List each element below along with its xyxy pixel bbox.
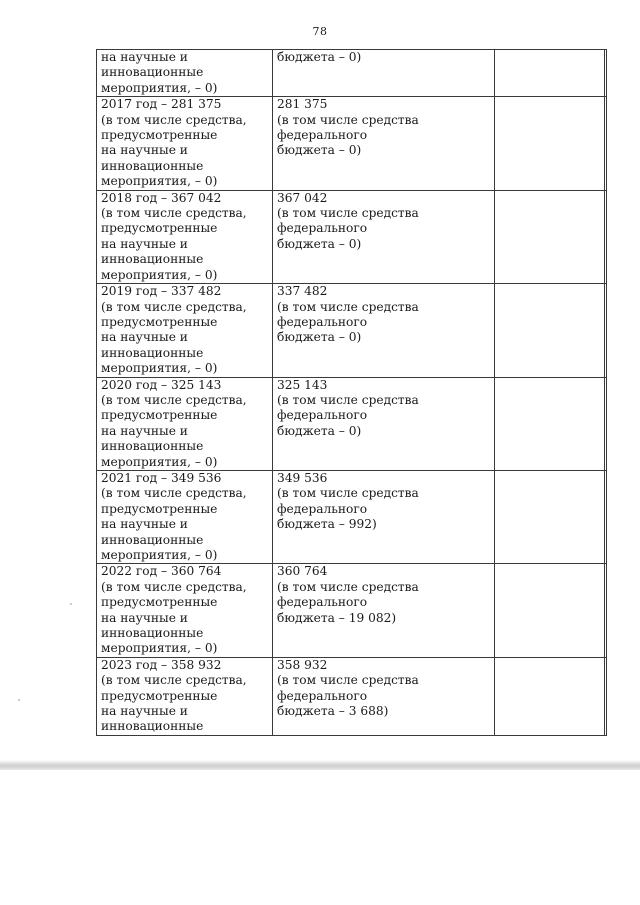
- budget-source-cell: [273, 190, 495, 283]
- table-row: [97, 50, 607, 97]
- scan-edge-shadow: [0, 760, 640, 770]
- cell-text-line: инновационные: [101, 626, 204, 641]
- cell-text-line: 2019 год – 337 482: [101, 284, 222, 299]
- empty-cell: [495, 377, 605, 470]
- cell-text-line: предусмотренные: [101, 688, 218, 703]
- cell-text-line: (в том числе средства,: [101, 206, 247, 221]
- cell-text-line: бюджета – 0): [277, 236, 362, 251]
- cell-text-line: 2020 год – 325 143: [101, 377, 222, 392]
- cell-text-line: (в том числе средства,: [101, 392, 247, 407]
- budget-source-cell: [273, 657, 495, 735]
- cell-text-line: (в том числе средства,: [101, 112, 247, 127]
- cell-text-line: бюджета – 0): [277, 143, 362, 158]
- cell-text-line: бюджета – 0): [277, 423, 362, 438]
- cell-text-line: мероприятия, – 0): [101, 80, 218, 95]
- cell-text-line: мероприятия, – 0): [101, 641, 218, 656]
- empty-cell: [495, 470, 605, 563]
- table-row: [97, 470, 607, 563]
- cell-text-line: бюджета – 0): [277, 330, 362, 345]
- cell-text-line: предусмотренные: [101, 595, 218, 610]
- cell-text-line: предусмотренные: [101, 314, 218, 329]
- cell-text-line: федерального: [277, 221, 368, 236]
- table-row: [97, 377, 607, 470]
- empty-cell: [605, 377, 607, 470]
- cell-text-line: мероприятия, – 0): [101, 548, 218, 562]
- cell-text-line: 349 536: [277, 470, 328, 485]
- scan-dust: [18, 699, 20, 701]
- empty-cell: [495, 50, 605, 97]
- cell-text-line: инновационные: [101, 345, 204, 360]
- cell-text-line: предусмотренные: [101, 128, 218, 143]
- cell-text-line: мероприятия, – 0): [101, 174, 218, 189]
- cell-text-line: на научные и: [101, 704, 188, 719]
- cell-text-line: федерального: [277, 314, 368, 329]
- cell-text-line: 358 932: [277, 657, 328, 672]
- cell-text-line: мероприятия, – 0): [101, 454, 218, 469]
- cell-text-line: инновационные: [101, 65, 204, 80]
- cell-text-line: (в том числе средства,: [101, 673, 247, 688]
- empty-cell: [495, 284, 605, 377]
- cell-text-line: федерального: [277, 408, 368, 423]
- cell-text-line: (в том числе средства,: [101, 299, 247, 314]
- cell-text-line: 367 042: [277, 190, 328, 205]
- cell-text-line: (в том числе средства: [277, 486, 419, 501]
- total-funding-cell: [97, 377, 273, 470]
- empty-cell: [495, 657, 605, 735]
- scan-dust: [70, 603, 72, 605]
- table-row: [97, 564, 607, 657]
- cell-text-line: на научные и: [101, 50, 188, 64]
- cell-text-line: инновационные: [101, 252, 204, 267]
- table-row: [97, 190, 607, 283]
- cell-text-line: бюджета – 19 082): [277, 610, 397, 625]
- empty-cell: [495, 97, 605, 190]
- cell-text-line: (в том числе средства: [277, 112, 419, 127]
- cell-text-line: 2017 год – 281 375: [101, 97, 222, 112]
- cell-text-line: 2022 год – 360 764: [101, 564, 222, 579]
- cell-text-line: предусмотренные: [101, 501, 218, 516]
- budget-source-cell: [273, 564, 495, 657]
- cell-text-line: на научные и: [101, 236, 188, 251]
- cell-text-line: (в том числе средства: [277, 673, 419, 688]
- cell-text-line: на научные и: [101, 610, 188, 625]
- total-funding-cell: [97, 97, 273, 190]
- total-funding-cell: [97, 564, 273, 657]
- cell-text-line: (в том числе средства,: [101, 579, 247, 594]
- cell-text-line: 281 375: [277, 97, 328, 112]
- empty-cell: [605, 470, 607, 563]
- cell-text-line: мероприятия, – 0): [101, 267, 218, 282]
- total-funding-cell: [97, 190, 273, 283]
- cell-text-line: на научные и: [101, 143, 188, 158]
- cell-text-line: на научные и: [101, 517, 188, 532]
- page-number: 78: [312, 25, 328, 38]
- cell-text-line: на научные и: [101, 423, 188, 438]
- cell-text-line: федерального: [277, 595, 368, 610]
- cell-text-line: (в том числе средства: [277, 206, 419, 221]
- cell-text-line: на научные и: [101, 330, 188, 345]
- cell-text-line: 2021 год – 349 536: [101, 470, 222, 485]
- budget-table-body: [97, 50, 607, 736]
- total-funding-cell: [97, 50, 273, 97]
- cell-text-line: 2023 год – 358 932: [101, 657, 222, 672]
- table-row: [97, 97, 607, 190]
- cell-text-line: предусмотренные: [101, 221, 218, 236]
- cell-text-line: (в том числе средства: [277, 579, 419, 594]
- cell-text-line: (в том числе средства: [277, 392, 419, 407]
- cell-text-line: 360 764: [277, 564, 328, 579]
- budget-source-cell: [273, 50, 495, 97]
- cell-text-line: федерального: [277, 128, 368, 143]
- empty-cell: [605, 97, 607, 190]
- total-funding-cell: [97, 470, 273, 563]
- cell-text-line: инновационные: [101, 532, 204, 547]
- cell-text-line: мероприятия, – 0): [101, 361, 218, 376]
- cell-text-line: 325 143: [277, 377, 328, 392]
- cell-text-line: 337 482: [277, 284, 328, 299]
- empty-cell: [605, 284, 607, 377]
- empty-cell: [495, 564, 605, 657]
- budget-source-cell: [273, 284, 495, 377]
- empty-cell: [605, 50, 607, 97]
- budget-table: [96, 49, 607, 736]
- table-row: [97, 657, 607, 735]
- cell-text-line: предусмотренные: [101, 408, 218, 423]
- cell-text-line: бюджета – 3 688): [277, 704, 389, 719]
- budget-source-cell: [273, 470, 495, 563]
- cell-text-line: (в том числе средства: [277, 299, 419, 314]
- empty-cell: [495, 190, 605, 283]
- cell-text-line: федерального: [277, 688, 368, 703]
- cell-text-line: инновационные: [101, 719, 204, 734]
- budget-source-cell: [273, 377, 495, 470]
- empty-cell: [605, 657, 607, 735]
- cell-text-line: инновационные: [101, 158, 204, 173]
- empty-cell: [605, 190, 607, 283]
- total-funding-cell: [97, 657, 273, 735]
- cell-text-line: федерального: [277, 501, 368, 516]
- cell-text-line: бюджета – 992): [277, 517, 377, 532]
- empty-cell: [605, 564, 607, 657]
- cell-text-line: бюджета – 0): [277, 50, 362, 64]
- cell-text-line: инновационные: [101, 439, 204, 454]
- total-funding-cell: [97, 284, 273, 377]
- table-row: [97, 284, 607, 377]
- cell-text-line: 2018 год – 367 042: [101, 190, 222, 205]
- cell-text-line: (в том числе средства,: [101, 486, 247, 501]
- budget-source-cell: [273, 97, 495, 190]
